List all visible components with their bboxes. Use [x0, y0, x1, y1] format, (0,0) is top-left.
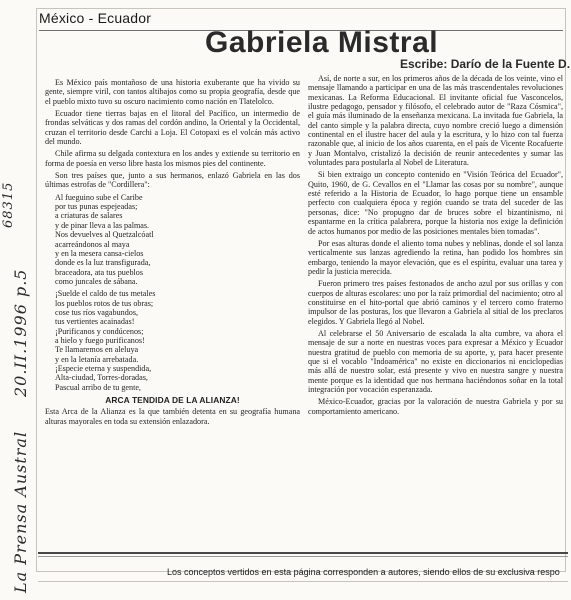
paragraph: Chile afirma su delgada contextura en los andes y extiende su territorio en forma de poesía en verso libre hasta los mismos pies del continente.	[45, 149, 300, 168]
right-column	[308, 74, 563, 552]
poem-line: tus vertientes acainadas!	[55, 317, 135, 327]
source-newspaper-name: La Prensa Austral	[11, 430, 30, 593]
poem-line: y en la letanía arrebatada.	[55, 354, 139, 364]
poem-line: los pueblos rotos de tus obras;	[55, 298, 154, 308]
poem-stanza-1	[45, 193, 300, 286]
poem-line: a criaturas de salares	[55, 211, 123, 221]
paragraph: Son tres países que, junto a sus hermanos, enlazó Gabriela en las dos últimas estrofas de "Cordillera":	[45, 171, 300, 190]
poem-line: Te llamaremos en aleluya	[55, 345, 139, 355]
handwritten-margin-note	[0, 88, 32, 593]
poem-line: braceadora, ata tus pueblos	[55, 267, 143, 277]
paragraph: Fueron primero tres países festonados de ancho azul por sus orillas y con cuerpos de alturas escolares: uno por la raíz primordial del nacimiento; otro al constituirse en el hito-portal que abrió caminos y el tercero como fraterno impulsor de las posturas, los que llevaron a Gabriela al sitial de los preclaros elegidos. Y Gabriela llegó al Nobel.	[308, 279, 563, 326]
poem-line: ¡Especie eterna y suspendida,	[55, 363, 152, 373]
paragraph: Si bien extraigo un concepto contenido en "Visión Teórica del Ecuador", Quito, 1960, de G. Cevallos en el "Llamar las cosas por su nombre", aunque esté referido a la Historia de Ecuador, lo hago porque tiene un ensamble perfecto con cualquiera época y región cuando se trata del suceder de las personas, dice: "No propugno dar de bruces sobre el bizantinismo, ni espantarme en la crítica palabrera, porque la historia nos exige la definición de actos humanos por medio de las posiciones mentales bien tomadas".	[308, 170, 563, 236]
bottom-rule-thin	[38, 556, 568, 557]
poem-line: y en la mesera cansa-cielos	[55, 248, 144, 258]
subheading: ARCA TENDIDA DE LA ALIANZA!	[105, 395, 240, 405]
paragraph: Al celebrarse el 50 Aniversario de escalada la alta cumbre, va ahora el mensaje de sur a norte en nuestras voces para expresar a México y Ecuador nuestra gratitud de pueblo con memoria de su aporte, y, para hacer presente que si el vocablo "Indoamérica" no existe en diccionarios ni enciclopedias más allá de nuestro solar, está presente y vivo en nuestra sangre y nuestra mente porque es la identidad que nos hermana haciéndonos soñar en la total integración por vocación esperanzada.	[308, 328, 563, 394]
footer-divider	[38, 581, 568, 582]
poem-line: cose tus ríos vagabundos,	[55, 307, 139, 317]
poem-line: ¡Purificanos y condúcenos;	[55, 326, 144, 336]
poem-line: donde es la luz transfigurada,	[55, 258, 151, 268]
poem-line: y de pinar lleva a las palmas.	[55, 220, 150, 230]
bottom-rule	[38, 552, 568, 554]
paragraph: Por esas alturas donde el aliento toma nubes y neblinas, donde el sol lanza verticalmente sus lanzas agrediendo la retina, han podido los hombres sin embargo, teniendo la mayor elevación, que es el espíritu, evaluar una tarea y pedir la justicia merecida.	[308, 238, 563, 276]
paragraph: Ecuador tiene tierras bajas en el litoral del Pacífico, un intermedio de frondas selváticas y dos ramas del cordón andino, la Oriental y la Occidental, cruzan el territorio desde Carchi a Loja. El Cotopaxi es el volcán más activo del mundo.	[45, 109, 300, 147]
section-label: México - Ecuador	[39, 10, 152, 26]
footer-disclaimer: Los conceptos vertidos en esta página corresponden a autores, siendo ellos de su exclusiva respo	[167, 567, 560, 577]
poem-stanza-2	[45, 289, 300, 392]
poem-line: como juncales de sábana.	[55, 276, 138, 286]
poem-line: Al fueguino sube el Caribe	[55, 192, 143, 202]
paragraph: México-Ecuador, gracias por la valoración de nuestra Gabriela y por su comportamiento americano.	[308, 397, 563, 416]
left-column	[45, 78, 300, 538]
poem-line: Alta-ciudad, Torres-doradas,	[55, 373, 148, 383]
poem-line: por tus punas espejeadas;	[55, 202, 138, 212]
article-title: Gabriela Mistral	[205, 26, 439, 59]
paragraph: Así, de norte a sur, en los primeros años de la década de los veinte, vino el mensaje llamando a participar en una de las más trascendentales revoluciones mexicanas. La Reforma Educacional. El invitante oficial fue Vasconcelos, ilustre pedagogo, pensador y filósofo, el celebrado autor de "Raza Cósmica", el guía más iluminado de la enseñanza mexicana. La invitada fue Gabriela, la del canto simple y la palabra directa, cuyo nombre creció luego a dimensión continental en el ilustre hacer del aula y la escritura, y lo hizo con tal fuerza razonable que, al inicio de los años cuarenta, en el país de Vicente Rocafuerte y Juan Montalvo, cristalizó la decisión de reunir antecedentes y sumar las voluntades para postularla al Nobel de Literatura.	[308, 74, 563, 168]
paragraph: Es México país montañoso de una historia exuberante que ha vivido su gente, siempre viril, con tantos altibajos como su propia geografía, desde que el pueblo mixto tuvo su oscuro nacimiento como nación en Tlatelolco.	[45, 78, 300, 106]
paragraph: Esta Arca de la Alianza es la que también detenta en su geografía humana alturas mayorales en toda su extensión enlazadora.	[45, 407, 300, 426]
article-byline: Escribe: Darío de la Fuente D.	[400, 57, 571, 71]
archive-number: 68315	[1, 181, 16, 228]
poem-line: ¡Suelde el caldo de tus metales	[55, 289, 156, 299]
poem-line: Pascual arribo de tu gente,	[55, 382, 141, 392]
poem-line: a hielo y fuego purificanos!	[55, 335, 145, 345]
poem-line: acarreándonos al maya	[55, 239, 130, 249]
publication-date-page: 20.II.1996 p.5	[11, 268, 30, 397]
poem-line: Nos devuelves al Quetzalcóatl	[55, 230, 154, 240]
